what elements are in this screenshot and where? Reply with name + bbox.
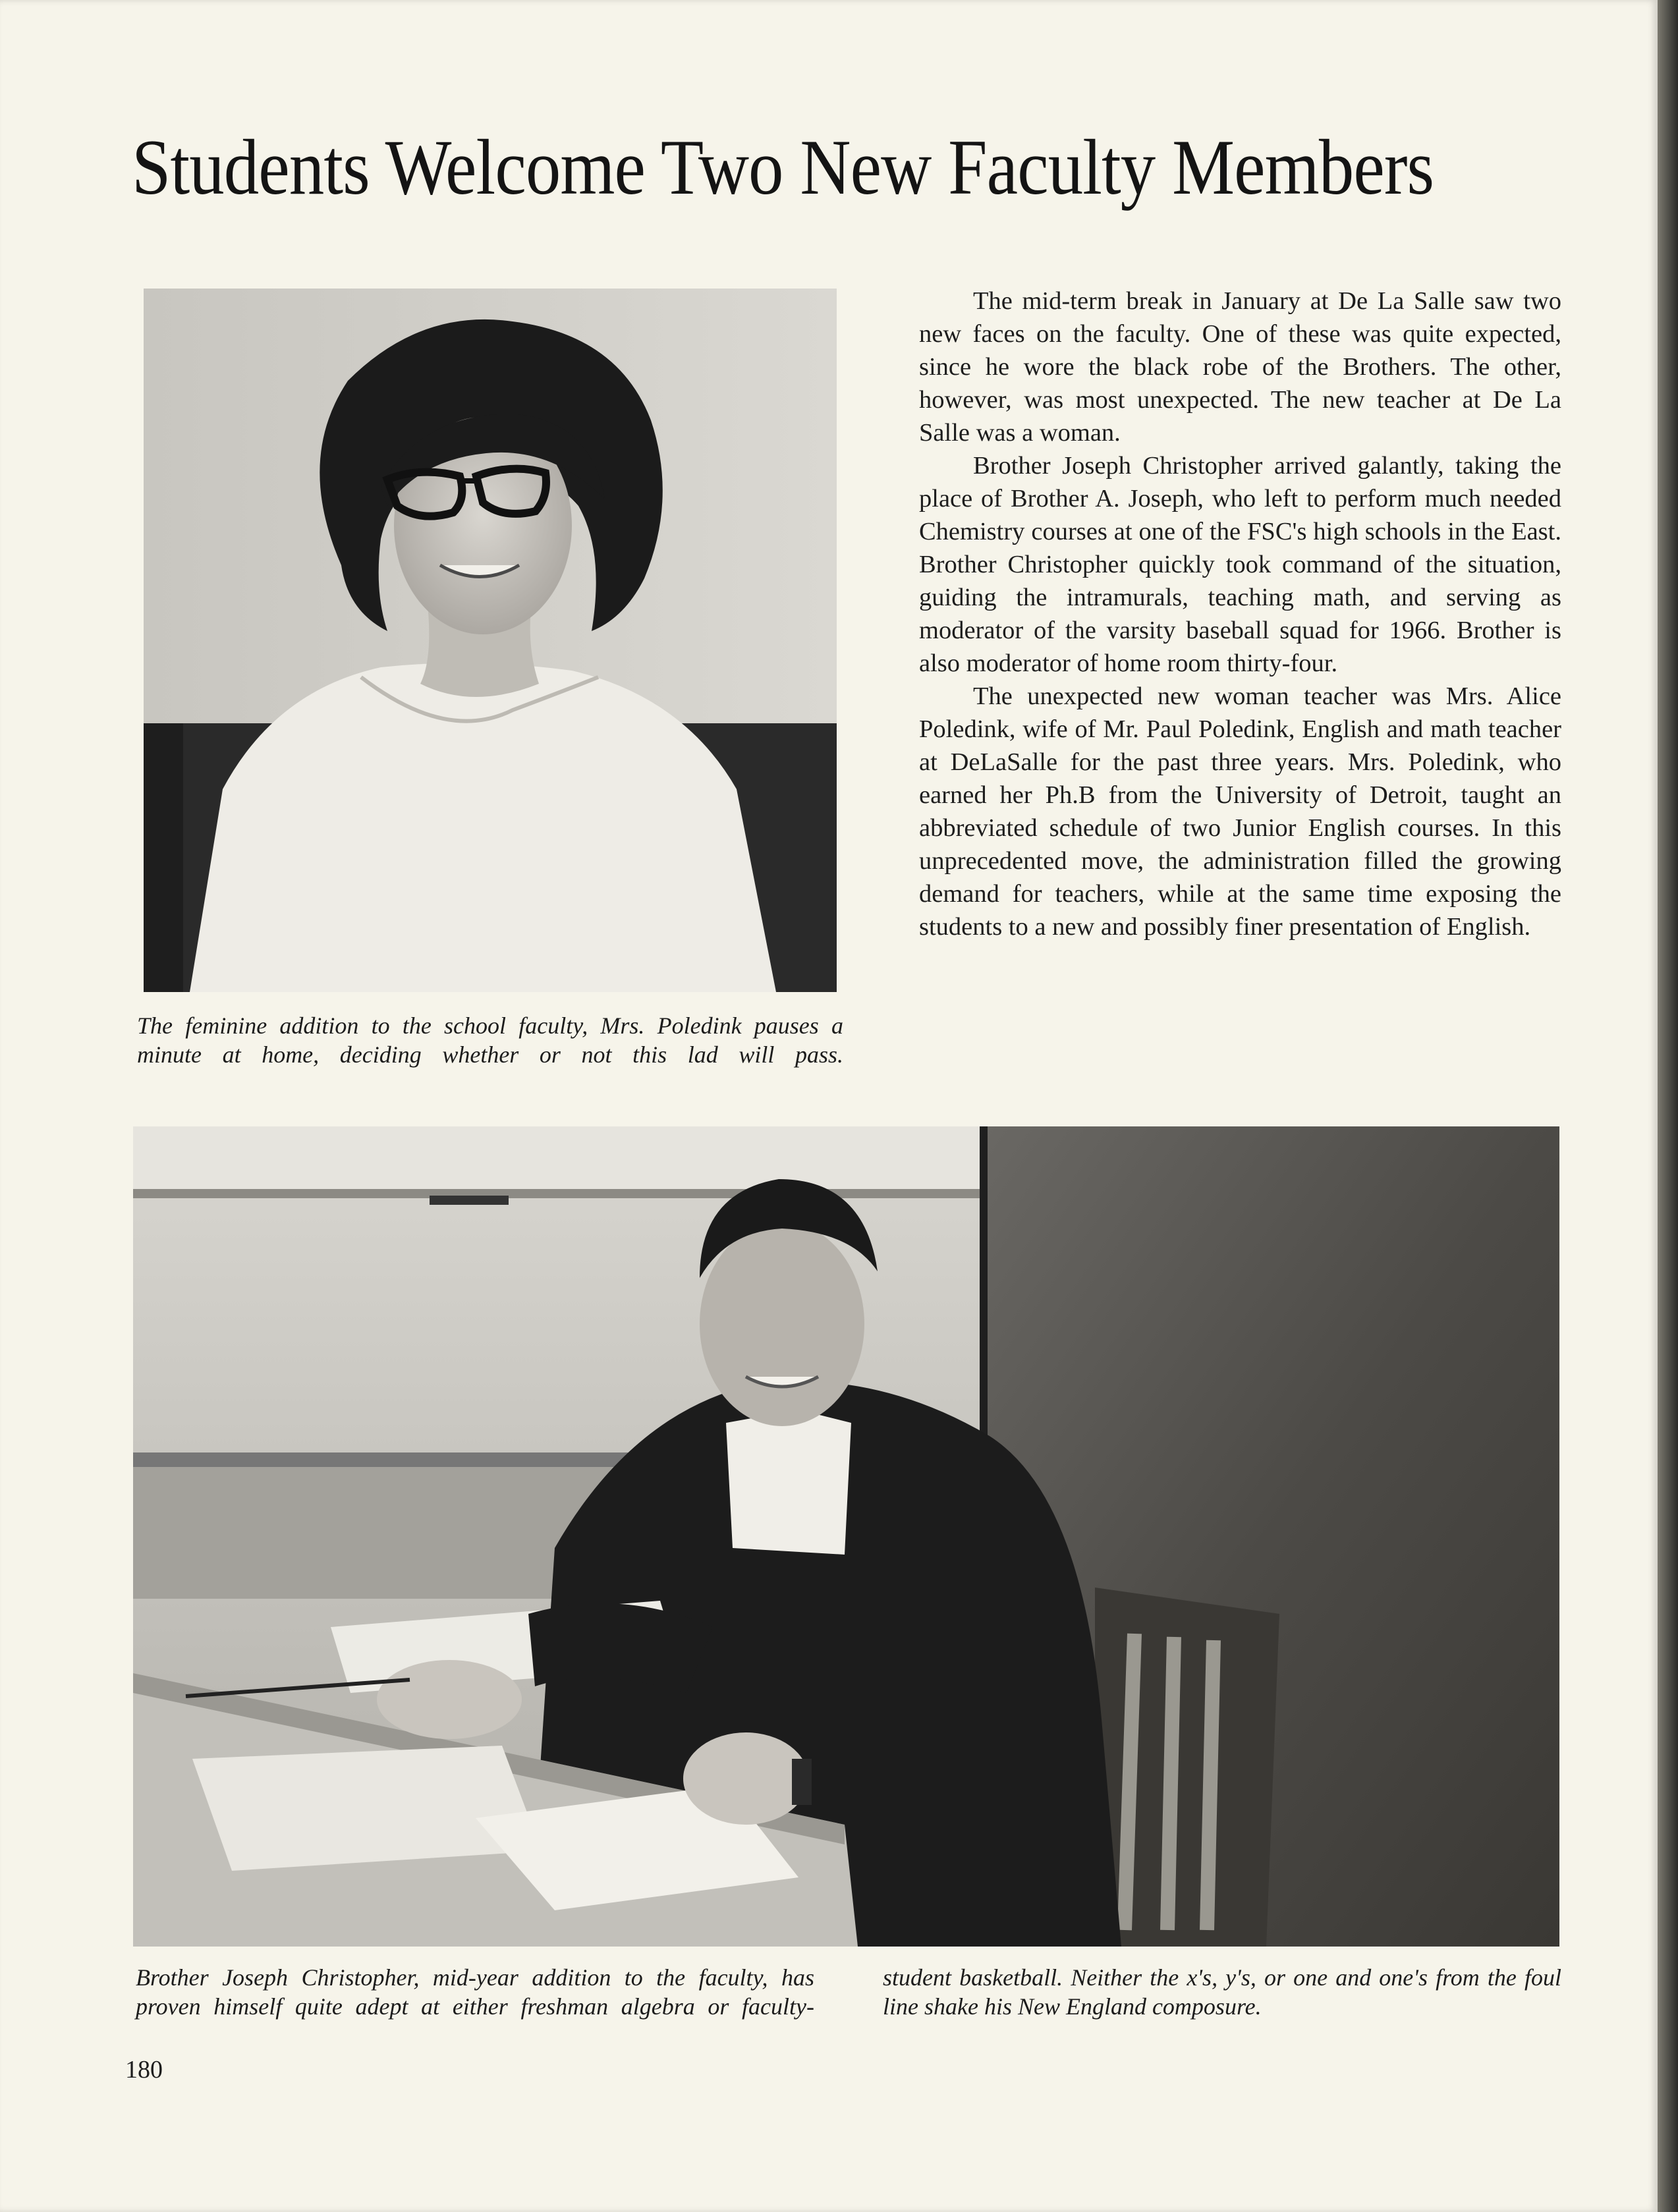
page-title: Students Welcome Two New Faculty Members <box>132 123 1434 211</box>
article-paragraph: Brother Joseph Christopher arrived galantly, taking the place of Brother A. Joseph, who left to perform much needed Chemistry courses at one of the FSC's high schools in the East. Brother Christopher quickly took command of the situation, guiding the intramurals, teaching math, and serving as moderator of the varsity baseball squad for 1966. Brother is also moderator of home room thirty-four. <box>919 452 1561 677</box>
article-paragraph: The unexpected new woman teacher was Mrs. Alice Poledink, wife of Mr. Paul Poledink, English and math teacher at DeLaSalle for the past three years. Mrs. Poledink, who earned her Ph.B from the University of Detroit, taught an abbreviated schedule of two Junior English courses. In this unprecedented move, the administration filled the growing demand for teachers, while at the same time exposing the students to a new and possibly finer presentation of English. <box>919 682 1561 941</box>
desk-scene-image <box>133 1126 1559 1947</box>
scan-edge <box>1658 0 1678 2212</box>
photo-brother-christopher <box>133 1126 1559 1947</box>
article-paragraph: The mid-term break in January at De La Salle saw two new faces on the faculty. One of these was quite expected, since he wore the black robe of the Brothers. The other, however, was most unexpected. The new teacher at De La Salle was a woman. <box>919 287 1561 447</box>
article-body <box>919 285 1561 943</box>
caption-man-photo-right: student basketball. Neither the x's, y's, or one and one's from the foul line shake his New England composure. <box>883 1964 1561 2020</box>
caption-woman-photo: The feminine addition to the school faculty, Mrs. Poledink pauses a minute at home, deciding whether or not this lad will pass. <box>137 1012 843 1068</box>
portrait-image <box>144 289 837 992</box>
photo-mrs-poledink <box>144 289 837 992</box>
page-number: 180 <box>125 2056 163 2084</box>
caption-man-photo-left: Brother Joseph Christopher, mid-year addition to the faculty, has proven himself quite adept at either freshman algebra or faculty- <box>136 1964 814 2020</box>
